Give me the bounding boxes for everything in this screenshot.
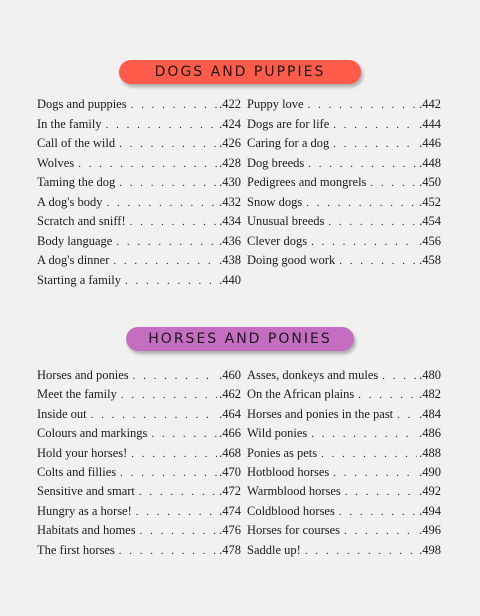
toc-entry-title: Caring for a dog [247,136,330,150]
toc-entry-title: Unusual breeds [247,214,325,228]
dot-leader [344,525,417,537]
toc-entry-title: In the family [37,116,102,131]
dot-leader [133,370,217,382]
section-title-horses: HORSES AND PONIES [148,331,332,347]
toc-entry [37,504,241,523]
toc-entry-page: .484 [419,406,441,421]
toc-entry [37,426,241,445]
toc-entry-title: Sensitive and smart [37,484,135,499]
dot-leader [308,158,417,170]
toc-entry [247,195,441,215]
toc-entry [37,195,241,215]
toc-entry-title: Pedigrees and mongrels [247,175,367,189]
dot-leader [125,275,217,287]
toc-entry-page: .462 [219,387,241,402]
dot-leader [333,138,417,150]
toc-entry [37,175,241,195]
toc-entry-title: Doing good work [247,253,336,267]
toc-entry [247,543,441,562]
dot-leader [308,99,418,111]
toc-entry [247,214,441,234]
toc-entry [37,156,241,176]
dot-leader [139,486,217,498]
toc-entry [37,484,241,503]
toc-entry-page: .442 [419,97,441,111]
toc-entry [247,387,441,406]
toc-entry-title: Dogs and puppies [37,97,127,111]
toc-entry-page: .440 [219,272,241,287]
toc-entry-page: .490 [419,464,441,479]
dot-leader [333,467,417,479]
toc-entry [37,117,241,137]
dot-leader [358,389,417,401]
toc-entry-page: .452 [419,194,441,209]
toc-entry [37,523,241,542]
toc-entry-title: Taming the dog [37,175,116,189]
toc-entry-page: .438 [219,253,241,267]
dot-leader [333,119,417,131]
dot-leader [339,255,417,267]
toc-entry-page: .454 [419,214,441,228]
toc-entry-title: Snow dogs [247,194,303,209]
toc-entry-page: .486 [419,426,441,441]
dot-leader [382,370,417,382]
toc-entry [247,175,441,195]
toc-entry-page: .428 [219,155,241,170]
toc-column-dogs-right [247,97,441,273]
dot-leader [345,486,417,498]
toc-entry-title: Body language [37,233,113,248]
toc-entry [247,97,441,117]
toc-entry-title: Scratch and sniff! [37,214,126,228]
toc-entry-title: Asses, donkeys and mules [247,368,379,382]
toc-column-horses-left [37,368,241,562]
toc-entry [37,368,241,387]
toc-entry [37,273,241,293]
toc-entry-title: Starting a family [37,272,122,287]
dot-leader [116,236,217,248]
dot-leader [119,177,217,189]
dot-leader [78,158,217,170]
toc-entry-title: A dog's dinner [37,253,110,267]
toc-entry-page: .426 [219,136,241,150]
toc-entry [247,426,441,445]
toc-entry-title: Puppy love [247,97,304,111]
toc-entry-title: Horses and ponies [37,368,129,382]
toc-entry-title: Colts and fillies [37,464,117,479]
dot-leader [339,506,417,518]
toc-entry-title: Call of the wild [37,136,116,150]
dot-leader [140,525,218,537]
toc-entry-title: Saddle up! [247,542,301,557]
section-banner-horses [126,327,354,351]
toc-entry-title: Habitats and homes [37,523,136,538]
dot-leader [151,428,217,440]
toc-entry [37,234,241,254]
toc-entry [247,136,441,156]
toc-entry [247,156,441,176]
section-title-dogs: DOGS AND PUPPIES [154,64,326,80]
toc-entry-page: .456 [419,233,441,248]
toc-entry-page: .478 [219,542,241,557]
dot-leader [119,138,217,150]
dot-leader [305,545,417,557]
toc-entry-title: Wild ponies [247,426,308,441]
toc-entry-page: .436 [219,233,241,248]
toc-entry-title: Dog breeds [247,155,305,170]
toc-entry-page: .492 [419,484,441,499]
toc-entry-title: A dog's body [37,194,103,209]
toc-entry-title: Clever dogs [247,233,308,248]
toc-entry-page: .498 [419,542,441,557]
toc-entry [247,368,441,387]
toc-entry-page: .448 [419,155,441,170]
toc-entry [247,504,441,523]
toc-entry-title: Dogs are for life [247,116,330,131]
toc-entry-title: Horses for courses [247,523,341,538]
dot-leader [119,545,217,557]
toc-entry-title: On the African plains [247,387,355,402]
toc-entry-title: Hotblood horses [247,464,330,479]
toc-entry-page: .472 [219,484,241,499]
dot-leader [106,197,217,209]
toc-entry-page: .422 [219,97,241,111]
toc-entry-title: Warmblood horses [247,484,341,499]
toc-entry-title: Hold your horses! [37,445,128,460]
toc-entry [37,136,241,156]
toc-entry-page: .476 [219,523,241,538]
section-banner-dogs [119,60,361,84]
toc-entry-page: .466 [219,426,241,441]
dot-leader [311,428,417,440]
toc-entry [37,543,241,562]
toc-entry-page: .424 [219,116,241,131]
dot-leader [120,467,217,479]
toc-entry-title: Ponies as pets [247,445,318,460]
toc-entry-page: .494 [419,503,441,518]
toc-entry-title: Inside out [37,406,87,421]
toc-entry [37,253,241,273]
toc-entry [247,234,441,254]
dot-leader [131,448,217,460]
toc-entry [247,523,441,542]
dot-leader [121,389,217,401]
dot-leader [91,409,217,421]
toc-entry-page: .458 [419,253,441,267]
toc-entry-page: .446 [419,136,441,150]
dot-leader [328,216,417,228]
toc-entry-title: Meet the family [37,387,117,402]
toc-entry-page: .468 [219,445,241,460]
toc-entry-title: Hungry as a horse! [37,503,132,518]
dot-leader [130,216,217,228]
toc-entry-page: .474 [219,503,241,518]
dot-leader [113,255,217,267]
toc-entry [247,484,441,503]
toc-entry-page: .464 [219,406,241,421]
toc-entry-page: .434 [219,214,241,228]
toc-entry [247,253,441,273]
toc-entry [247,117,441,137]
toc-entry [37,465,241,484]
toc-entry-title: Colours and markings [37,426,148,441]
toc-entry [37,446,241,465]
dot-leader [131,99,218,111]
toc-entry-title: The first horses [37,542,115,557]
toc-entry-page: .480 [419,368,441,382]
toc-column-dogs-left [37,97,241,292]
toc-entry [37,387,241,406]
toc-entry-page: .430 [219,175,241,189]
toc-entry-title: Wolves [37,155,75,170]
dot-leader [397,409,417,421]
toc-entry-page: .450 [419,175,441,189]
dot-leader [321,448,417,460]
dot-leader [106,119,218,131]
toc-entry [37,407,241,426]
toc-entry [247,407,441,426]
dot-leader [311,236,417,248]
toc-entry-page: .488 [419,445,441,460]
toc-entry-page: .496 [419,523,441,538]
toc-entry [247,465,441,484]
toc-entry-page: .444 [419,116,441,131]
toc-entry-page: .482 [419,387,441,402]
dot-leader [370,177,417,189]
toc-column-horses-right [247,368,441,562]
toc-entry-page: .470 [219,464,241,479]
toc-entry-title: Horses and ponies in the past [247,406,394,421]
toc-entry [37,97,241,117]
dot-leader [136,506,217,518]
dot-leader [306,197,417,209]
toc-entry-title: Coldblood horses [247,503,335,518]
toc-entry-page: .460 [219,368,241,382]
toc-entry [37,214,241,234]
toc-entry [247,446,441,465]
toc-entry-page: .432 [219,194,241,209]
